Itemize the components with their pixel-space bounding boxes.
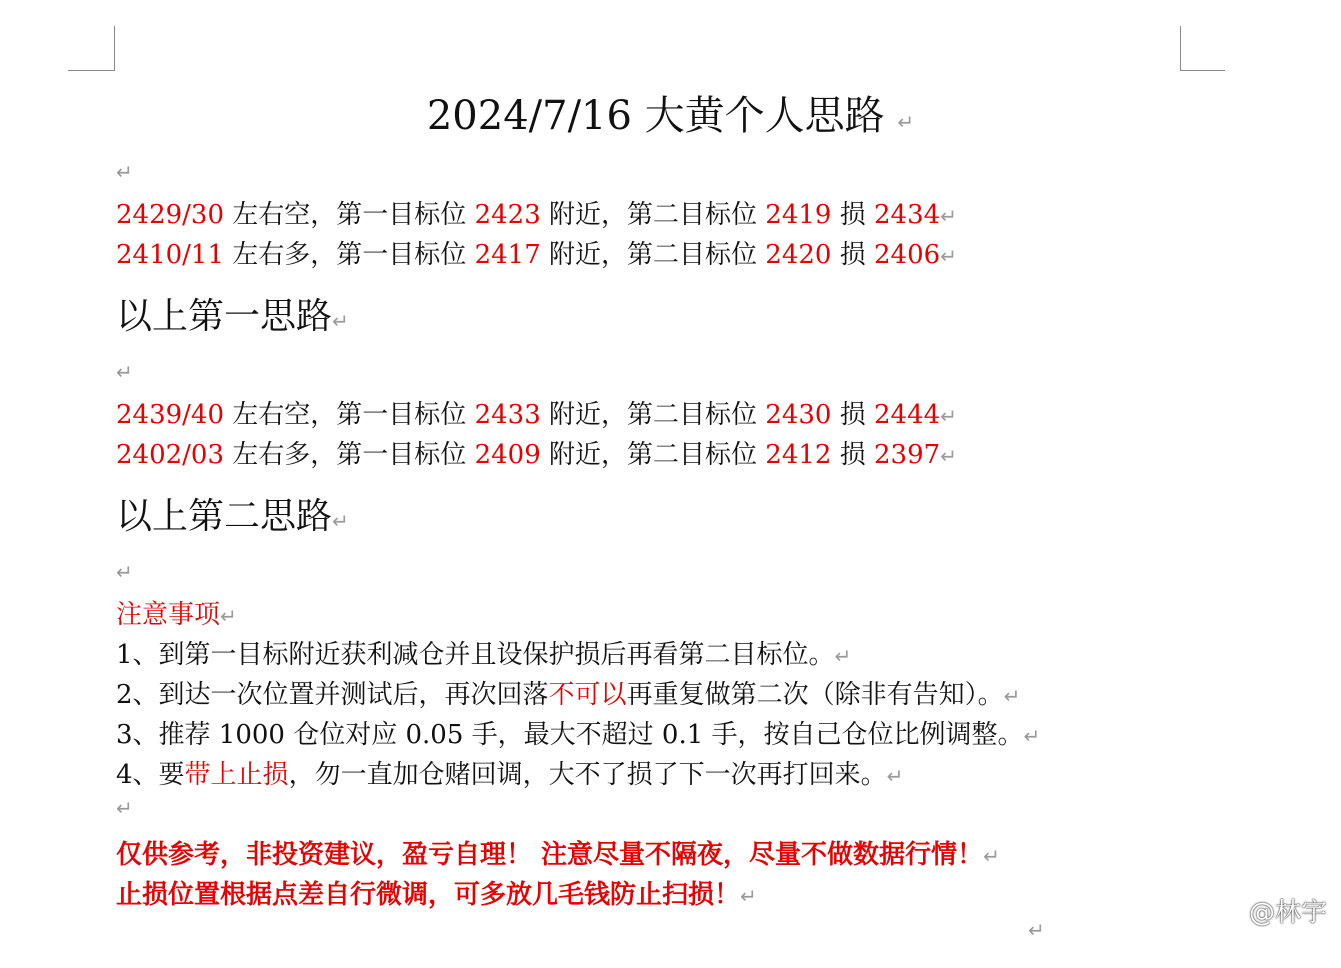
heading-plan1: 以上第一思路↵ [116, 296, 349, 337]
disclaimer-line-1: 仅供参考，非投资建议，盈亏自理！ 注意尽量不隔夜，尽量不做数据行情！↵ [116, 840, 1000, 870]
disclaimer-line-2: 止损位置根据点差自行微调，可多放几毛钱防止扫损！↵ [116, 880, 757, 910]
notes-title: 注意事项↵ [116, 600, 237, 630]
heading-plan2: 以上第二思路↵ [116, 496, 349, 537]
plan2-short-line: 2439/40 左右空，第一目标位 2433 附近，第二目标位 2430 损 2444↵ [116, 400, 957, 430]
crop-mark-top-left [68, 26, 115, 71]
note-item-4: 4、要带上止损，勿一直加仓赌回调，大不了损了下一次再打回来。↵ [116, 760, 904, 790]
empty-paragraph: ↵ [116, 560, 133, 584]
document-title: 2024/7/16 大黄个人思路 ↵ [426, 93, 915, 139]
empty-paragraph: ↵ [116, 160, 133, 184]
crop-mark-top-right [1180, 26, 1225, 71]
plan1-long-line: 2410/11 左右多，第一目标位 2417 附近，第二目标位 2420 损 2406↵ [116, 240, 957, 270]
plan1-short-line: 2429/30 左右空，第一目标位 2423 附近，第二目标位 2419 损 2434↵ [116, 200, 957, 230]
empty-paragraph: ↵ [116, 796, 133, 820]
note-item-3: 3、推荐 1000 仓位对应 0.05 手，最大不超过 0.1 手，按自己仓位比例调整。↵ [116, 720, 1041, 750]
note-item-2: 2、到达一次位置并测试后，再次回落不可以再重复做第二次（除非有告知）。↵ [116, 680, 1021, 710]
plan2-long-line: 2402/03 左右多，第一目标位 2409 附近，第二目标位 2412 损 2397↵ [116, 440, 957, 470]
empty-paragraph: ↵ [116, 360, 133, 384]
watermark: @林宇 [1248, 898, 1327, 928]
note-item-1: 1、到第一目标附近获利减仓并且设保护损后再看第二目标位。↵ [116, 640, 852, 670]
empty-paragraph-mark: ↵ [1028, 918, 1045, 942]
